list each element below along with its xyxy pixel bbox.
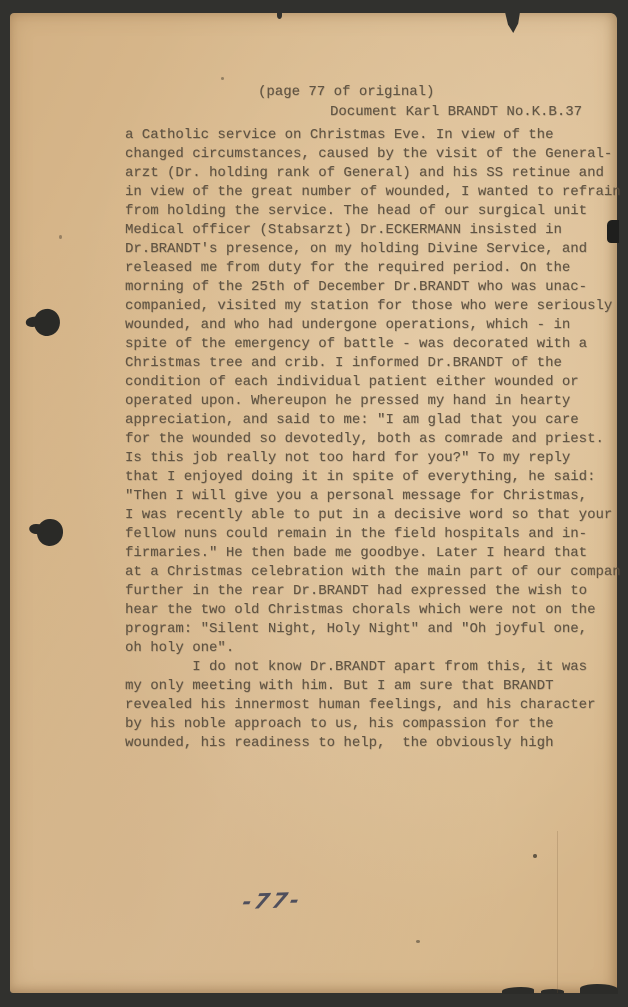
typed-text-line: fellow nuns could remain in the field hospitals and in- (125, 526, 588, 542)
torn-edge-mark (541, 989, 564, 994)
typed-text-line: for the wounded so devotedly, both as comrade and priest. (125, 431, 604, 447)
typed-text-line: my only meeting with him. But I am sure that BRANDT (125, 678, 554, 694)
typed-text-line: wounded, and who had undergone operations, which - in (125, 317, 571, 333)
typed-text-line: changed circumstances, caused by the visit of the General- (125, 146, 613, 162)
typed-text-line: Medical officer (Stabsarzt) Dr.ECKERMANN insisted in (125, 222, 562, 238)
typed-text-line: appreciation, and said to me: "I am glad that you care (125, 412, 579, 428)
ink-speck (533, 854, 537, 858)
typed-text-line: hear the two old Christmas chorals which were not on the (125, 602, 596, 618)
typed-text-line: spite of the emergency of battle - was decorated with a (125, 336, 588, 352)
typed-text-line: from holding the service. The head of our surgical unit (125, 203, 588, 219)
typed-text-line: a Catholic service on Christmas Eve. In view of the (125, 127, 554, 143)
document-body-text (125, 126, 625, 753)
typed-text-line: morning of the 25th of December Dr.BRANDT who was unac- (125, 279, 588, 295)
typed-text-line: "Then I will give you a personal message for Christmas, (125, 488, 588, 504)
typed-text-line: wounded, his readiness to help, the obviously high (125, 735, 554, 751)
punch-hole-bottom (36, 518, 64, 547)
document-page (10, 13, 621, 993)
typed-text-line: Christmas tree and crib. I informed Dr.BRANDT of the (125, 355, 562, 371)
typed-text-line: program: "Silent Night, Holy Night" and "Oh joyful one, (125, 621, 588, 637)
typed-text-line: in view of the great number of wounded, I wanted to refrain (125, 184, 621, 200)
typed-text-line: released me from duty for the required period. On the (125, 260, 571, 276)
ink-speck (221, 77, 224, 80)
typed-text-line: Dr.BRANDT's presence, on my holding Divine Service, and (125, 241, 588, 257)
ink-speck (416, 940, 420, 943)
typed-text-line: companied, visited my station for those who were seriously (125, 298, 613, 314)
page-reference-note: (page 77 of original) (258, 84, 435, 100)
typed-text-line: I was recently able to put in a decisive word so that your (125, 507, 613, 523)
ink-speck (59, 235, 62, 239)
typed-text-line: firmaries." He then bade me goodbye. Later I heard that (125, 545, 588, 561)
typed-text-line: Is this job really not too hard for you?" To my reply (125, 450, 571, 466)
punch-hole-top (32, 307, 62, 337)
paper-edge-notch-right (607, 220, 619, 243)
paper-crease (557, 831, 558, 993)
typed-text-line: further in the rear Dr.BRANDT had expressed the wish to (125, 583, 588, 599)
typed-text-line: operated upon. Whereupon he pressed my hand in hearty (125, 393, 571, 409)
typed-text-line: revealed his innermost human feelings, and his character (125, 697, 596, 713)
handwritten-page-number: -77- (240, 887, 305, 915)
typed-text-line: oh holy one". (125, 640, 235, 656)
punch-hole-tear (29, 524, 44, 535)
typed-text-line: by his noble approach to us, his compassion for the (125, 716, 554, 732)
typed-text-line: I do not know Dr.BRANDT apart from this, it was (125, 659, 588, 675)
punch-hole-tear (25, 316, 40, 328)
typed-text-line: condition of each individual patient either wounded or (125, 374, 579, 390)
document-title: Document Karl BRANDT No.K.B.37 (330, 104, 583, 120)
typed-text-line: arzt (Dr. holding rank of General) and his SS retinue and (125, 165, 604, 181)
torn-edge-mark (502, 987, 534, 994)
typed-text-line: at a Christmas celebration with the main part of our compan (125, 564, 621, 580)
torn-edge-mark (580, 984, 618, 994)
paper-edge-notch (505, 12, 520, 33)
paper-edge-tick (277, 12, 282, 19)
typed-text-line: that I enjoyed doing it in spite of everything, he said: (125, 469, 596, 485)
